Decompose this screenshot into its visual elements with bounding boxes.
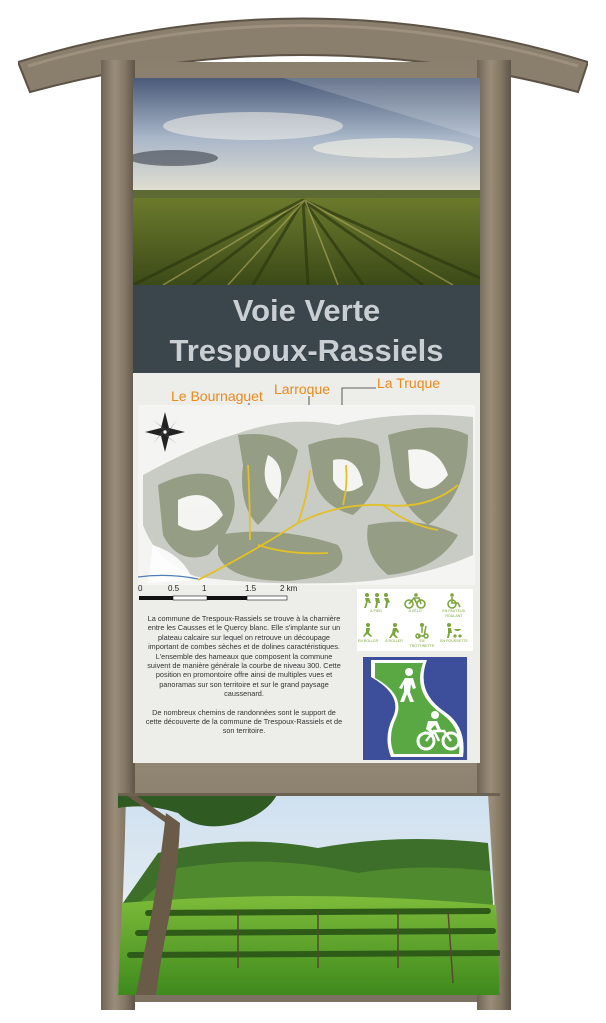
vineyard-photo-bottom	[118, 793, 500, 995]
route-map	[138, 405, 475, 585]
title-line-2: Trespoux-Rassiels	[169, 333, 444, 368]
voie-verte-sign	[363, 657, 467, 760]
description-paragraph-1: La commune de Trespoux-Rassiels se trouve à la charnière entre les Causses et le Quercy blanc. Elle s'implante sur un plateau calcaire sur lequel on retrouve un découpage important de combes sèches et de dolines caractéristiques. L'ensemble des hameaux que composent la commune suivent de manière générale la courbe de niveau 300. Cette position en promontoire offre ainsi de multiples vues et panoramas sur son territoire et sur le grand paysage caussenard.	[147, 614, 341, 699]
place-label-le-bournaguet: Le Bournaguet	[171, 388, 263, 404]
place-label-larroque: Larroque	[274, 381, 331, 397]
scale-label-0-5: 0.5	[168, 584, 180, 593]
scale-label-1: 1	[202, 584, 207, 593]
hikers-icon: À PIED	[357, 593, 395, 614]
wheelchair-icon: EN FAUTEUIL ROULANT	[435, 593, 473, 618]
scooter-icon: EN TROTTINETTE	[407, 623, 437, 648]
scale-label-0: 0	[138, 584, 143, 593]
bicycle-icon: À VÉLO	[396, 593, 434, 614]
scale-label-2km: 2 km	[280, 584, 298, 593]
scale-label-1-5: 1.5	[245, 584, 257, 593]
description-paragraph-2: De nombreux chemins de randonnées sont le support de cette découverte de la commune de Trespoux-Rassiels et de son territoire.	[145, 707, 343, 736]
title-banner	[133, 285, 480, 373]
map-scale-bar	[138, 584, 358, 610]
skater-icon: EN ROLLER	[353, 623, 383, 644]
description-text	[144, 614, 344, 745]
usage-icons-panel	[357, 589, 473, 651]
vineyard-photo-top	[133, 78, 480, 285]
place-label-la-truque: La Truque	[377, 375, 441, 391]
title-line-1: Voie Verte	[232, 293, 381, 328]
stroller-icon: EN POUSSETTE	[437, 623, 471, 644]
runner-icon: À ROLLER	[379, 623, 409, 644]
